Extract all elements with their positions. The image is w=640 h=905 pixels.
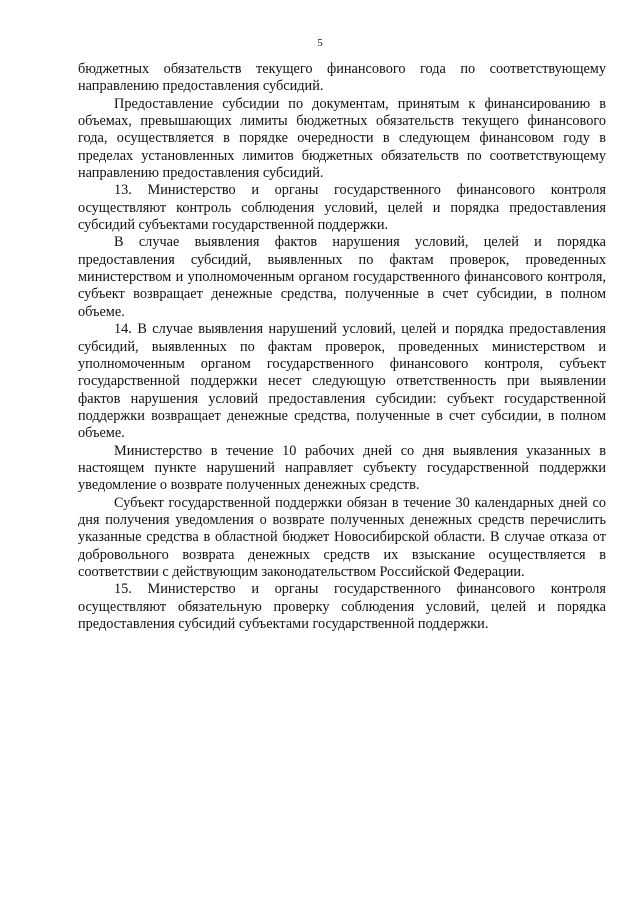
paragraph-clause-14: 14. В случае выявления нарушений условий, целей и порядка предоставления субсидий, выявленных по фактам проверок, проведенных министерством и уполномоченным органом государственного финансового контроля, субъект государственной поддержки несет следующую ответственность при выявлении фактов нарушения условий предоставления субсидии: субъект государственной поддержки возвращает денежные средства, полученные в счет субсидии, в полном объеме. <box>78 321 606 442</box>
paragraph-continuation: бюджетных обязательств текущего финансового года по соответствующему направлению предоставления субсидий. <box>78 61 606 95</box>
paragraph-clause-13: 13. Министерство и органы государственного финансового контроля осуществляют контроль соблюдения условий, целей и порядка предоставления субсидий субъектами государственной поддержки. <box>78 182 606 234</box>
paragraph-violation-return: В случае выявления фактов нарушения условий, целей и порядка предоставления субсидий, выявленных по фактам проверок, проведенных министерством и уполномоченным органом государственного финансового контроля, субъект возвращает денежные средства, полученные в счет субсидии, в полном объеме. <box>78 234 606 320</box>
paragraph-refund-obligation: Субъект государственной поддержки обязан в течение 30 календарных дней со дня получения уведомления о возврате полученных денежных средств перечислить указанные средства в областной бюджет Новосибирской области. В случае отказа от добровольного возврата денежных средств их взыскание осуществляется в соответствии с действующим законодательством Российской Федерации. <box>78 494 606 580</box>
page-number: 5 <box>317 37 323 49</box>
document-body <box>78 61 606 633</box>
paragraph-clause-15: 15. Министерство и органы государственного финансового контроля осуществляют обязательную проверку соблюдения условий, целей и порядка предоставления субсидий субъектами государственной поддержки. <box>78 581 606 632</box>
paragraph-subsidy-excess-limits: Предоставление субсидии по документам, принятым к финансированию в объемах, превышающих лимиты бюджетных обязательств текущего финансового года, осуществляется в порядке очередности в следующем финансовом году в пределах установленных лимитов бюджетных обязательств по соответствующему направлению предоставления субсидий. <box>78 95 606 182</box>
paragraph-notification: Министерство в течение 10 рабочих дней со дня выявления указанных в настоящем пункте нарушений направляет субъекту государственной поддержки уведомление о возврате полученных денежных средств. <box>78 442 606 494</box>
